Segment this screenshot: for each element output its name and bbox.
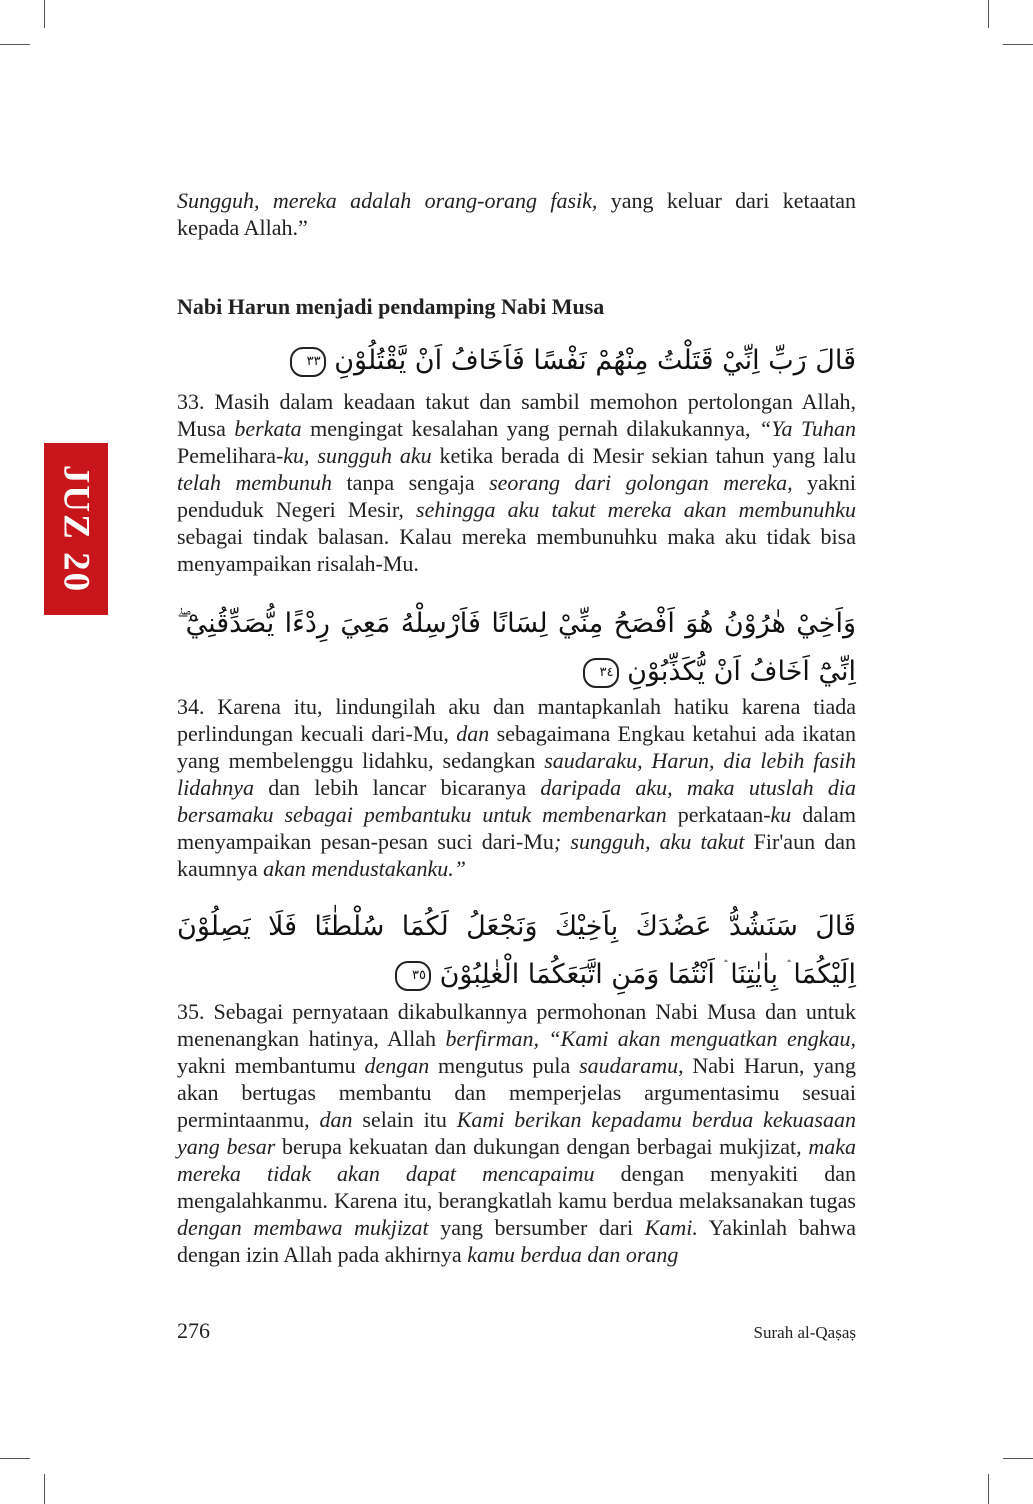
arabic-verse-34 — [177, 600, 856, 696]
text-segment: 35. Sebagai pernyataan dikabulkannya permohonan Nabi Musa dan untuk menenangkan hatinya, Allah — [177, 999, 856, 1051]
italic-segment: berkata — [234, 416, 302, 441]
crop-mark — [1003, 1458, 1033, 1459]
crop-mark — [988, 1474, 989, 1504]
text-segment: yang bersumber dari — [428, 1215, 645, 1240]
italic-segment: saudaramu — [579, 1053, 679, 1078]
arabic-verse-35 — [177, 903, 856, 999]
text-segment: dengan menyakiti dan mengalahkanmu. Karena itu, berangkatlah kamu berdua melaksanakan tugas — [177, 1161, 856, 1213]
italic-segment: ku — [770, 802, 792, 827]
italic-segment: maka mereka tidak akan dapat mencapaimu — [177, 1134, 857, 1186]
text-segment: sebagai tindak balasan. Kalau mereka membunuhku maka aku tidak bisa menyampaikan risalah-Mu. — [177, 524, 856, 576]
italic-segment: Sungguh, mereka adalah orang-orang fasik, — [177, 188, 598, 213]
italic-segment: kamu berdua dan orang — [467, 1242, 679, 1267]
section-heading: Nabi Harun menjadi pendamping Nabi Musa — [177, 294, 605, 319]
text-segment: ketika berada di Mesir sekian tahun yang lalu — [431, 443, 857, 468]
italic-segment: dan — [319, 1107, 353, 1132]
arabic-text: وَاَخِيْ هٰرُوْنُ هُوَ اَفْصَحُ مِنِّيْ لِسَانًا فَاَرْسِلْهُ مَعِيَ رِدْءًا يُّصَدِّقُنِيْٓ ۖ اِنِّيْٓ اَخَافُ اَنْ يُّكَذِّبُوْنِ — [177, 608, 856, 687]
juz-label: JUZ 20 — [55, 464, 97, 594]
italic-segment: dengan membawa mukjizat — [177, 1215, 429, 1240]
text-segment: dalam menyampaikan pesan-pesan suci dari-Mu — [177, 802, 856, 854]
text-segment: , Nabi Harun, yang akan bertugas membantu dan memperjelas argumentasimu sesuai permintaanmu, — [177, 1053, 857, 1132]
juz-side-tab — [44, 443, 108, 615]
crop-mark — [0, 1458, 30, 1459]
text-segment: sebagaimana Engkau ketahui ada ikatan yang membelenggu lidahku, sedangkan — [177, 721, 856, 773]
surah-name: Surah al-Qaṣaṣ — [753, 1323, 856, 1342]
arabic-text: قَالَ سَنَشُدُّ عَضُدَكَ بِاَخِيْكَ وَنَجْعَلُ لَكُمَا سُلْطٰنًا فَلَا يَصِلُوْنَ اِلَيْكُمَا ۛ بِاٰيٰتِنَا ۛ اَنْتُمَا وَمَنِ اتَّبَعَكُمَا الْغٰلِبُوْنَ — [177, 911, 856, 990]
translation-verse-35 — [177, 998, 856, 1268]
text-segment: Fir'aun dan kaumnya — [177, 829, 856, 881]
crop-mark — [988, 0, 989, 28]
crop-mark — [0, 44, 30, 45]
text-segment: mengingat kesalahan yang pernah dilakukannya, — [301, 416, 759, 441]
italic-segment: ; sungguh, aku takut — [553, 829, 745, 854]
ayah-number-marker: ٣٣ — [290, 347, 326, 377]
italic-segment: dengan — [364, 1053, 430, 1078]
italic-segment: berfirman, “Kami akan menguatkan engkau, — [445, 1026, 856, 1051]
text-segment: perkataan- — [666, 802, 771, 827]
intro-paragraph — [177, 187, 856, 241]
text-segment: yakni membantumu — [177, 1053, 365, 1078]
arabic-text: قَالَ رَبِّ اِنِّيْ قَتَلْتُ مِنْهُمْ نَفْسًا فَاَخَافُ اَنْ يَّقْتُلُوْنِ — [334, 345, 856, 376]
italic-segment: sehingga aku takut mereka akan membunuhku — [416, 497, 856, 522]
text-segment: selain itu — [352, 1107, 457, 1132]
text-segment: tanpa sengaja — [332, 470, 490, 495]
italic-segment: “Ya Tuhan — [759, 416, 856, 441]
italic-segment: dan — [456, 721, 490, 746]
text-segment: berupa kekuatan dan dukungan dengan berbagai mukjizat, — [275, 1134, 809, 1159]
italic-segment: Kami. — [644, 1215, 698, 1240]
crop-mark — [1003, 44, 1033, 45]
crop-mark — [44, 0, 45, 28]
italic-segment: ku, sungguh aku — [283, 443, 432, 468]
italic-segment: seorang dari golongan mereka, — [489, 470, 793, 495]
ayah-number-marker: ٣٥ — [395, 961, 431, 991]
translation-verse-33 — [177, 388, 856, 577]
text-segment: 34. Karena itu, lindungilah aku dan mantapkanlah hatiku karena tiada perlindungan kecuali dari-Mu, — [177, 694, 856, 746]
text-segment: yakni penduduk Negeri Mesir, — [177, 470, 856, 522]
text-segment: Pemelihara- — [177, 443, 284, 468]
ayah-number-marker: ٣٤ — [583, 658, 619, 688]
text-segment: dan lebih lancar bicaranya — [254, 775, 541, 800]
italic-segment: saudaraku, Harun, dia lebih fasih lidahnya — [177, 748, 856, 800]
text-segment: Yakinlah bahwa dengan izin Allah pada akhirnya — [177, 1215, 857, 1267]
arabic-verse-33 — [177, 337, 856, 385]
text-segment: 33. Masih dalam keadaan takut dan sambil memohon pertolongan Allah, Musa — [177, 389, 856, 441]
text-segment: yang keluar dari ketaatan kepada Allah.” — [177, 188, 856, 240]
italic-segment: daripada aku, maka utuslah dia bersamaku sebagai pembantuku untuk membenarkan — [177, 775, 856, 827]
translation-verse-34 — [177, 693, 856, 882]
page-number: 276 — [177, 1318, 210, 1343]
italic-segment: telah membunuh — [177, 470, 333, 495]
italic-segment: Kami berikan kepadamu berdua kekuasaan yang besar — [177, 1107, 856, 1159]
italic-segment: akan mendustakanku.” — [263, 856, 467, 881]
crop-mark — [44, 1474, 45, 1504]
text-segment: mengutus pula — [429, 1053, 580, 1078]
